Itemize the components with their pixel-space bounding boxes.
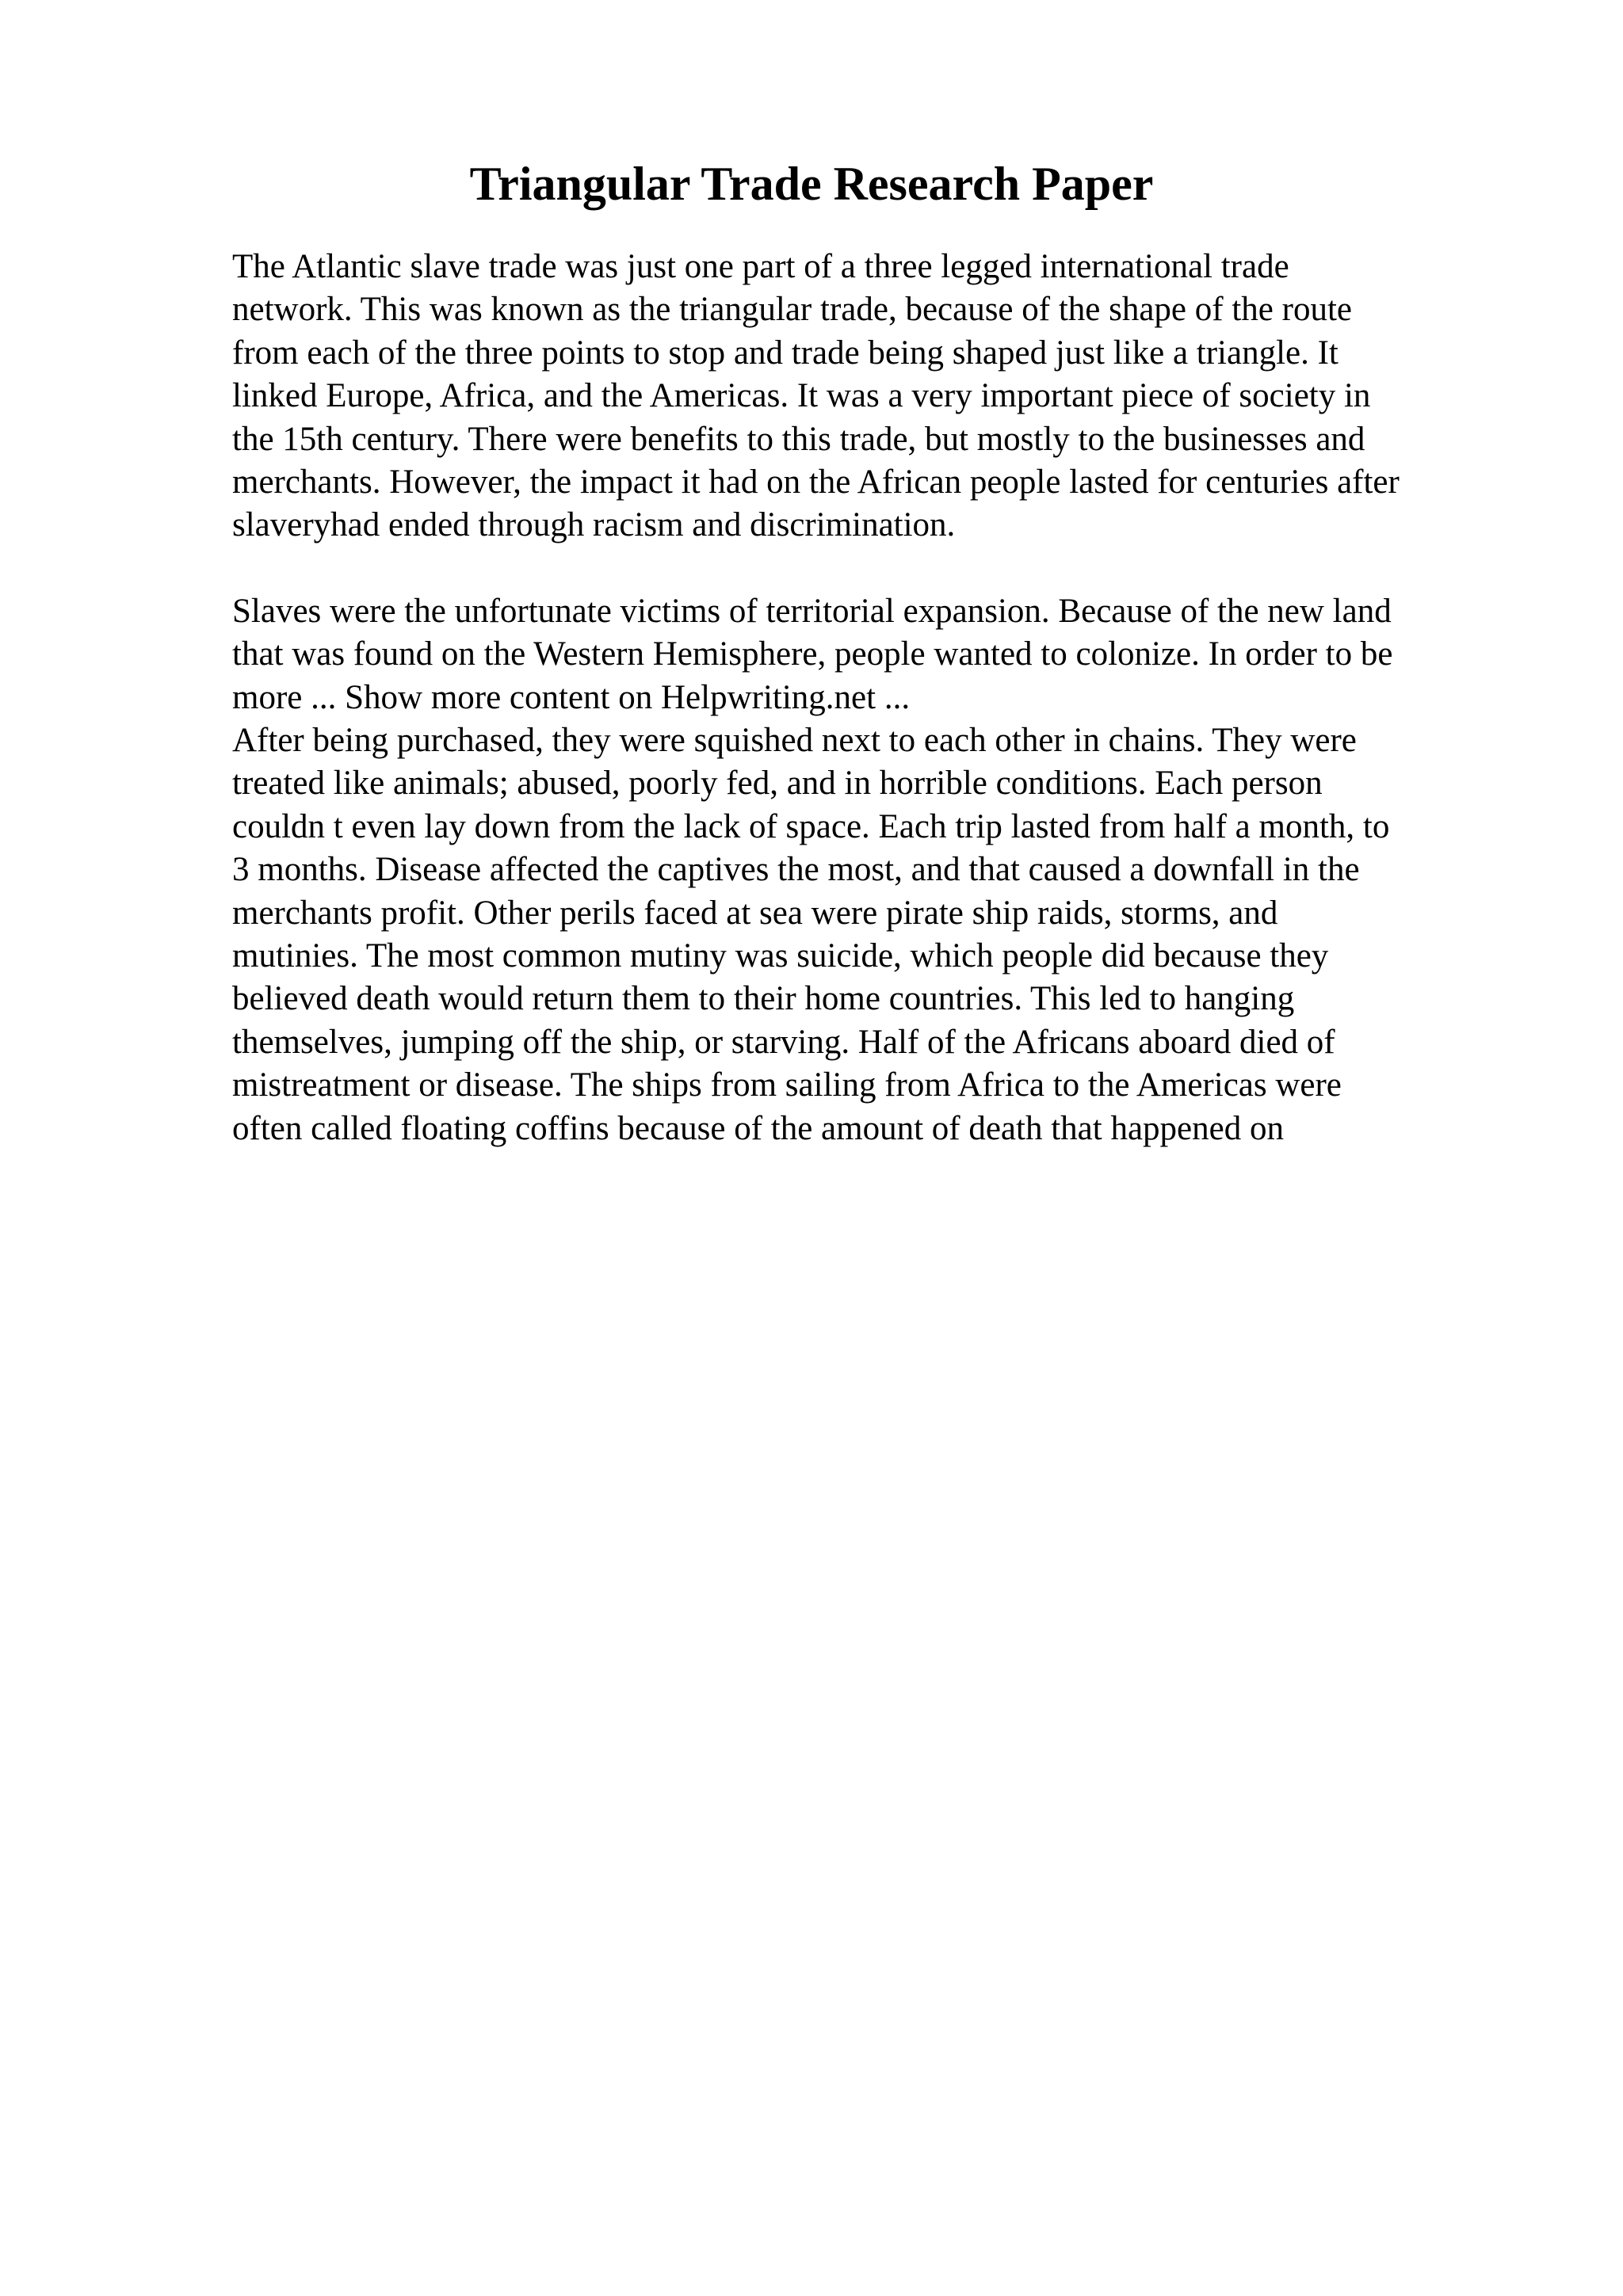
paragraph-line: linked Europe, Africa, and the Americas. It was a very important piece of society in xyxy=(232,377,1371,415)
paragraph-line: often called floating coffins because of the amount of death that happened on xyxy=(232,1109,1284,1147)
paragraph-line: themselves, jumping off the ship, or starving. Half of the Africans aboard died of xyxy=(232,1023,1335,1061)
paragraph-line: merchants. However, the impact it had on the African people lasted for centuries after xyxy=(232,463,1400,502)
paragraph-line: mistreatment or disease. The ships from sailing from Africa to the Americas were xyxy=(232,1066,1342,1104)
paragraph-line: the 15th century. There were benefits to this trade, but mostly to the businesses and xyxy=(232,420,1365,458)
paragraph-line: from each of the three points to stop and trade being shaped just like a triangle. It xyxy=(232,334,1338,372)
paragraph-line: couldn t even lay down from the lack of space. Each trip lasted from half a month, to xyxy=(232,807,1390,845)
paragraph-line: merchants profit. Other perils faced at sea were pirate ship raids, storms, and xyxy=(232,894,1278,932)
paragraph-line: slaveryhad ended through racism and discrimination. xyxy=(232,506,956,544)
document-title: Triangular Trade Research Paper xyxy=(469,158,1154,210)
paragraph-2 xyxy=(232,590,1516,719)
paragraph-line: that was found on the Western Hemisphere, people wanted to colonize. In order to be xyxy=(232,635,1393,673)
paragraph-line: more ... Show more content on Helpwriting.net ... xyxy=(232,678,911,716)
paragraph-line: After being purchased, they were squished next to each other in chains. They were xyxy=(232,722,1357,759)
paragraph-line: treated like animals; abused, poorly fed, and in horrible conditions. Each person xyxy=(232,765,1323,803)
paragraph-line: 3 months. Disease affected the captives the most, and that caused a downfall in the xyxy=(232,851,1360,889)
paragraph-3 xyxy=(232,719,1516,1150)
paragraph-line: network. This was known as the triangular trade, because of the shape of the route xyxy=(232,291,1352,329)
paragraph-line: mutinies. The most common mutiny was suicide, which people did because they xyxy=(232,937,1329,975)
paragraph-1 xyxy=(232,246,1516,547)
paragraph-line: The Atlantic slave trade was just one part of a three legged international trade xyxy=(232,248,1289,285)
paragraph-line: Slaves were the unfortunate victims of territorial expansion. Because of the new land xyxy=(232,593,1392,630)
paragraph-line: believed death would return them to their home countries. This led to hanging xyxy=(232,980,1295,1018)
